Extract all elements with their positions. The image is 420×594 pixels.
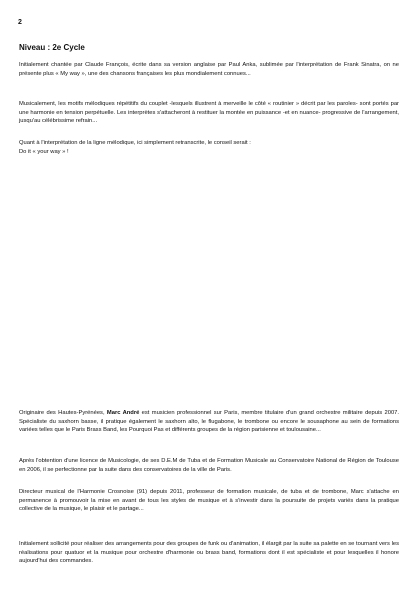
page-number: 2	[18, 19, 22, 26]
bio-arranger-paragraph: Initialement sollicité pour réaliser des arrangements pour des groupes de funk ou d'animation, il élargit par la suite sa palette en se tournant vers les réalisations pour quatuor et la musique pour orchestre d'harmonie ou brass band, formations dont il est spécialiste et pour lesquelles il honore aujourd'hui des commandes.	[19, 541, 399, 565]
musical-paragraph: Musicalement, les motifs mélodiques répétitifs du couplet -lesquels illustrent à merveille le côté « routinier » décrit par les paroles- sont portés par une harmonie en tension perpétuelle. Les interprètes s'attacheront à restituer la montée en puissance -et en nuance- progressive de l'arrangement, jusqu'au célébrissime refrain...	[19, 101, 399, 125]
level-heading: Niveau : 2e Cycle	[19, 43, 85, 52]
bio-education-paragraph: Après l'obtention d'une licence de Musicologie, de ses D.E.M de Tuba et de Formation Musicale au Conservatoire National de Région de Toulouse en 2006, il se perfectionne par la suite dans des conservatoires de la ville de Paris.	[19, 458, 399, 473]
bio-origin-text: Originaire des Hautes-Pyrénées,	[19, 410, 107, 416]
bio-origin-paragraph	[19, 409, 399, 435]
bio-director-paragraph: Directeur musical de l'Harmonie Crosnoise (91) depuis 2011, professeur de formation musicale, de tuba et de trombone, Marc s'attache en permanence à promouvoir la mise en avant de tous les styles de musique et à s'investir dans la poursuite de projets variés dans la pratique collective de la musique, le plaisir et le partage...	[19, 489, 399, 513]
advice-paragraph	[19, 139, 399, 156]
advice-line: Quant à l'interprétation de la ligne mélodique, ici simplement retranscrite, le conseil serait :	[19, 140, 251, 146]
advice-motto: Do it « your way » !	[19, 148, 69, 155]
author-name: Marc André	[106, 410, 140, 416]
intro-paragraph: Initialement chantée par Claude François, écrite dans sa version anglaise par Paul Anka, sublimée par l'interprétation de Frank Sinatra, on ne présente plus « My way », une des chansons françaises les plus mondialement connues...	[19, 62, 399, 77]
bio-origin-text-rest: est musicien professionnel sur Paris, membre titulaire d'un grand orchestre militaire depuis 2007. Spécialiste du saxhorn basse, il pratique également le saxhorn alto, le flugabone, le trombone ou encore le sousaphone au sein de formations variées telles que le Paris Brass Band, les Pourquoi Pas et différents groupes de la région parisienne et toulousaine...	[19, 410, 399, 434]
